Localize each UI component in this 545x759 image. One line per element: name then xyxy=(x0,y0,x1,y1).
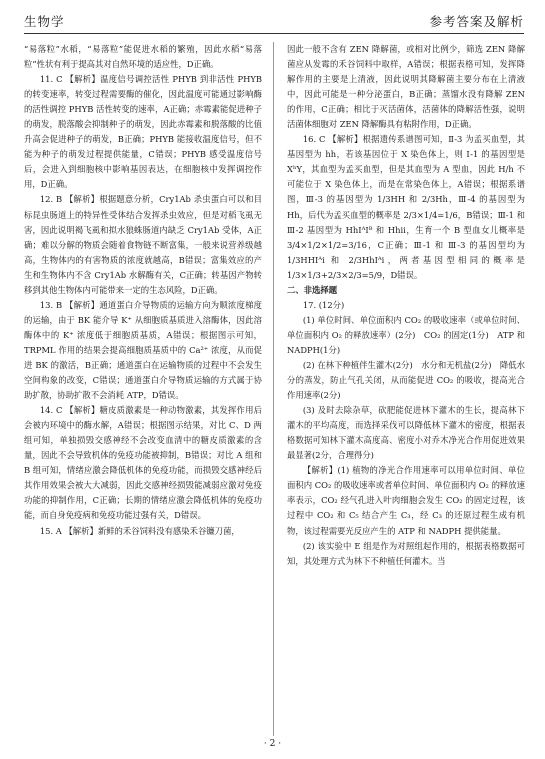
answer-13: 13. B 【解析】通道蛋白介导物质的运输方向为顺浓度梯度的运输，由于 BK 能介导 K⁺ 从细胞质基质进入溶酶体，因此溶酶体中的 K⁺ 浓度低于细胞质基质，A错误；根据图示可知，TRPML 作用的结果会提高细胞质基质中的 Ca²⁺ 浓度，从而促进 BK 的激活，B正确；通道蛋白在运输物质的过程中不会发生空间构象的改变，C错误；通道蛋白介导物质运输的方式属于协助扩散，协助扩散不会消耗 ATP，D错误。 xyxy=(24,299,262,401)
page-header xyxy=(24,8,524,34)
paragraph: “易落粒”水稻，“易落粒”能促进水稻的繁殖，因此水稻“易落粒”性状有利于提高其对自然环境的适应性，D正确。 xyxy=(24,44,262,70)
subject-title: 生物学 xyxy=(24,14,65,29)
answer-17-3: (3) 及时去除杂草，砍肥能促进林下灌木的生长，提高林下灌木的平均高度，而选择采伐可以降低林下灌木的密度，根据表格数据可知林下灌木高度高、密度小对乔木净光合作用促进效果最显著(2分，合理得分) xyxy=(287,405,525,461)
answer-12: 12. B 【解析】根据题意分析，Cry1Ab 杀虫蛋白可以和目标昆虫肠道上的特异性受体结合发挥杀虫效应，但是对稻飞虱无害，因此说明褐飞虱和拟水狼蛛肠道内缺乏 Cry1Ab 受体，A正确；难以分解的物质会随着食物链不断富集，一般来说营养级越高，生物体内的有害物质的浓度就越高，B错误；富集效应的产生和生物体内不含 Cry1Ab 水解酶有关，C正确；转基因产物转移到其他生物体内可能带来一定的生态风险，D正确。 xyxy=(24,194,262,295)
right-column xyxy=(287,42,525,569)
page-number: · 2 · xyxy=(263,739,282,749)
question-17-heading: 17. (12分) xyxy=(302,299,345,310)
column-divider xyxy=(273,42,274,736)
answer-11: 11. C 【解析】温度信号调控活性 PHYB 到非活性 PHYB 的转变速率，转变过程需要酶的催化，因此温度可能通过影响酶的活性调控 PHYB 活性转变的速率，A正确；赤霉素能促进种子的萌发，脱落酸会抑制种子的萌发，因此赤霉素和脱落酸的比值升高会促进种子的萌发，B正确；PHYB 能接收温度信号，但不能为种子的萌发过程提供能量，C错误；PHYB 感受温度信号后，会进入到细胞核中影响基因表达，在细胞核中发挥调控作用，D正确。 xyxy=(24,74,262,190)
explanation-17-2: (2) 该实验中 E 组是作为对照组起作用的，根据表格数据可知，其处理方式为林下不种植任何灌木。当 xyxy=(287,540,525,566)
answer-15: 15. A 【解析】新鲜的禾谷饲料没有感染禾谷镰刀菌， xyxy=(39,525,240,536)
left-column xyxy=(24,42,262,539)
paragraph: 因此一般不含有 ZEN 降解菌，或相对比例少，筛选 ZEN 降解菌应从发霉的禾谷饲料中取样，A错误；根据表格可知，发挥降解作用的主要是上清液，因此说明其降解菌主要分布在上清液中，因此可能是一种分泌蛋白，B正确；蒸馏水没有降解 ZEN 的作用，C正确；相比于灭活菌体，活菌体的降解活性强，说明活菌体细胞对 ZEN 降解酶具有粘附作用，D正确。 xyxy=(287,44,525,130)
header-title: 参考答案及解析 xyxy=(429,14,524,29)
answer-14: 14. C 【解析】糖皮质激素是一种动物激素，其发挥作用后会被内环境中的酶水解，A错误；根据图示结果，对比 C、D 两组可知，单独损毁交感神经不会改变血清中的糖皮质激素的含量，因此不会导致机体的免疫功能被抑制，B错误；对比 A 组和 B 组可知，情绪应激会降低机体的免疫功能，而损毁交感神经后其作用效果会被大大减弱，因此交感神经损毁能减弱应激对免疫功能的抑制作用，C正确；长期的情绪应激会降低机体的免疫功能，而自身免疫病和免疫功能过强有关，D错误。 xyxy=(24,405,262,521)
answer-16: 16. C 【解析】根据遗传系谱图可知，Ⅱ-3 为孟买血型，其基因型为 hh，若该基因位于 X 染色体上，则 Ⅰ-1 的基因型是 XʰY，其血型为孟买血型，但是其血型为 A 型血，因此 H/h 不可能位于 X 染色体上，而是在常染色体上，A错误；根据系谱图，Ⅲ-3 的基因型为 1/3HH 和 2/3Hh，Ⅲ-4 的基因型为 Hh，后代为孟买血型的概率是 2/3×1/4=1/6，B错误；Ⅲ-1 和 Ⅲ-2 基因型为 HhIᴬIᴮ 和 Hhii，生育一个 B 型血女儿概率是 3/4×1/2×1/2=3/16，C正确；Ⅲ-1 和 Ⅲ-3 的基因型均为 1/3HHIᴬi 和 2/3HhIᴬi，两者基因型相同的概率是 1/3×1/3+2/3×2/3=5/9，D错误。 xyxy=(287,134,525,280)
answer-17-1: (1) 单位时间、单位面积内 CO₂ 的吸收速率（或单位时间、单位面积内 O₂ 的释放速率）(2分) CO₂ 的固定(1分) ATP 和 NADPH(1分) xyxy=(287,314,525,355)
answer-17-2: (2) 在林下种植伴生灌木(2分) 水分和无机盐(2分) 降低水分的蒸发，防止气孔关闭，从而能促进 CO₂ 的吸收，提高光合作用速率(2分) xyxy=(287,359,525,401)
explanation-17-1: 【解析】(1) 植物的净光合作用速率可以用单位时间、单位面积内 CO₂ 的吸收速率或者单位时间、单位面积内 O₂ 的释放速率表示，CO₂ 经气孔进入叶肉细胞会发生 CO₂ 的固定过程，该过程中 CO₂ 和 C₅ 结合产生 C₃，经 C₃ 的还原过程生成有机物，该过程需要光反应产生的 ATP 和 NADPH 提供能量。 xyxy=(287,465,525,536)
section-heading: 二、非选择题 xyxy=(287,284,338,295)
